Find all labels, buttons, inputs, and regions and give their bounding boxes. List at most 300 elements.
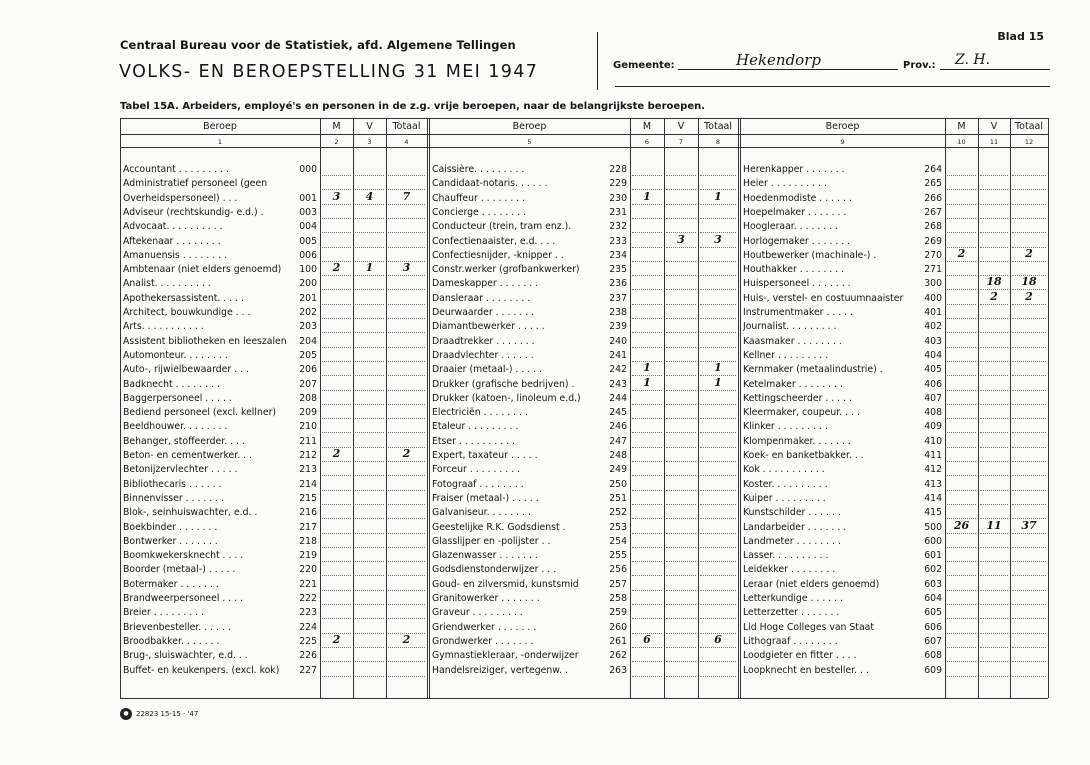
entry-cell-line (980, 418, 1008, 419)
entry-cell-line (322, 175, 351, 176)
occupation-row-label: Letterkundige . . . . . . (743, 593, 844, 604)
occupation-row-label: Concierge . . . . . . . . (432, 206, 527, 218)
entry-cell-line (666, 661, 696, 662)
occupation-code: 206 (299, 364, 317, 376)
entry-cell-line (1012, 418, 1046, 419)
entry-cell-line (1012, 461, 1046, 462)
table-top-rule (120, 118, 1048, 119)
occupation-row-label: Kellner . . . . . . . . . (743, 349, 829, 361)
entry-cell-line (947, 547, 976, 548)
entry-cell-line (632, 318, 662, 319)
entry-cell-line (666, 475, 696, 476)
entry-cell-line (1012, 618, 1046, 619)
occupation-row-label: Loodgieter en fitter . . . . (743, 650, 857, 662)
entry-cell-line (1012, 204, 1046, 205)
occupation-row-label: Huis-, verstel- en costuumnaaister (743, 292, 904, 304)
occupation-code: 411 (924, 450, 942, 461)
entry-cell-line (355, 347, 384, 348)
occupation-code: 406 (924, 378, 942, 390)
entry-cell-line (632, 204, 662, 205)
occupation-code: 218 (299, 535, 317, 547)
entry-cell-line (632, 490, 662, 491)
entry-cell-line (355, 204, 384, 205)
occupation-code: 403 (924, 335, 942, 347)
entry-cell-line (355, 518, 384, 519)
occupation-code: 220 (299, 564, 317, 576)
column-rule (698, 118, 699, 698)
entry-cell-line (322, 661, 351, 662)
occupation-row-label: Graveur . . . . . . . . . (432, 607, 523, 619)
occupation-row-label: Brug-, sluiswachter, e.d. . . (123, 650, 248, 662)
occupation-row-label: Leidekker . . . . . . . . (743, 564, 836, 576)
entry-cell-line (700, 318, 736, 319)
entry-cell-line (322, 575, 351, 576)
column-number: 7 (678, 138, 684, 146)
handwritten-count: 7 (402, 189, 411, 203)
entry-cell-line (980, 547, 1008, 548)
occupation-code: 221 (299, 578, 317, 590)
column-rule (353, 118, 354, 698)
entry-cell-line (388, 604, 425, 605)
column-number: 10 (957, 138, 966, 146)
entry-cell-line (666, 375, 696, 376)
occupation-code: 602 (924, 564, 942, 576)
occupation-row-label: Galvaniseur. . . . . . . . (432, 507, 531, 519)
province-label: Prov.: (903, 60, 936, 71)
occupation-code: 246 (609, 421, 627, 433)
column-number: 4 (404, 138, 409, 146)
column-rule (1010, 118, 1011, 698)
occupation-code: 203 (299, 321, 317, 333)
entry-cell-line (1012, 432, 1046, 433)
entry-cell-line (700, 289, 736, 290)
column-number: 12 (1024, 138, 1034, 146)
entry-cell-line (947, 218, 976, 219)
occupation-row-label: Boomkwekersknecht . . . . (123, 550, 244, 562)
column-rule (740, 118, 741, 698)
entry-cell-line (1012, 647, 1046, 648)
occupation-code: 001 (299, 192, 317, 204)
column-rule (429, 118, 430, 698)
entry-cell-line (632, 661, 662, 662)
occupation-row-label: Caissière. . . . . . . . . (432, 164, 525, 175)
entry-cell-line (980, 661, 1008, 662)
entry-cell-line (632, 247, 662, 248)
entry-cell-line (666, 604, 696, 605)
occupation-row-label: Bibliothecaris . . . . . . (123, 478, 222, 490)
occupation-code: 205 (299, 349, 317, 361)
occupation-code: 224 (299, 621, 317, 633)
form-title: VOLKS- EN BEROEPSTELLING 31 MEI 1947 (119, 62, 539, 82)
occupation-row-label: Confectienaaister, e.d. . . . (432, 235, 556, 247)
entry-cell-line (632, 275, 662, 276)
province-field-line (940, 69, 1050, 70)
entry-cell-line (388, 204, 425, 205)
handwritten-count: 3 (714, 232, 722, 246)
occupation-code: 256 (609, 564, 627, 576)
entry-cell-line (1012, 604, 1046, 605)
entry-cell-line (666, 461, 696, 462)
entry-cell-line (355, 633, 384, 634)
entry-cell-line (980, 561, 1008, 562)
column-rule (120, 118, 121, 698)
occupation-code: 267 (924, 206, 942, 218)
entry-cell-line (947, 204, 976, 205)
occupation-code: 600 (924, 535, 942, 547)
handwritten-count: 2 (332, 632, 341, 646)
entry-cell-line (322, 318, 351, 319)
occupation-table (120, 118, 1048, 698)
entry-cell-line (700, 533, 736, 534)
entry-cell-line (355, 304, 384, 305)
occupation-code: 252 (609, 507, 627, 519)
occupation-row-label: Griendwerker . . . . . . . (432, 621, 537, 633)
occupation-code: 400 (924, 292, 942, 304)
entry-cell-line (700, 332, 736, 333)
entry-cell-line (1012, 561, 1046, 562)
entry-cell-line (947, 604, 976, 605)
entry-cell-line (322, 375, 351, 376)
entry-cell-line (632, 418, 662, 419)
occupation-row-label: Kernmaker (metaalindustrie) . (743, 364, 883, 376)
occupation-code: 207 (299, 378, 317, 390)
occupation-code: 253 (609, 521, 627, 533)
occupation-code: 200 (299, 278, 317, 290)
column-rule (427, 118, 428, 698)
entry-cell-line (1012, 304, 1046, 305)
occupation-code: 232 (609, 221, 627, 233)
occupation-row-label: Beton- en cementwerker. . . (123, 450, 253, 461)
occupation-code: 604 (924, 593, 942, 604)
column-header: M (332, 121, 341, 132)
occupation-code: 254 (609, 535, 627, 547)
entry-cell-line (1012, 175, 1046, 176)
occupation-row-label: Betonijzervlechter . . . . . (123, 464, 238, 476)
column-rule (945, 118, 946, 698)
occupation-row-label: Landmeter . . . . . . . . (743, 535, 841, 547)
entry-cell-line (700, 275, 736, 276)
column-number: 11 (989, 138, 999, 146)
entry-cell-line (322, 533, 351, 534)
entry-cell-line (388, 318, 425, 319)
occupation-row-label: Administratief personeel (geen (123, 178, 268, 190)
occupation-row-label: Dameskapper . . . . . . . (432, 278, 539, 290)
occupation-code: 000 (299, 164, 317, 175)
entry-cell-line (947, 676, 976, 677)
entry-cell-line (700, 347, 736, 348)
entry-cell-line (947, 361, 976, 362)
entry-cell-line (632, 432, 662, 433)
header-rule (615, 86, 1050, 87)
occupation-row-label: Kleermaker, coupeur. . . . (743, 407, 860, 419)
occupation-row-label: Boekbinder . . . . . . . (123, 521, 218, 533)
occupation-row-label: Heier . . . . . . . . . . (743, 178, 827, 190)
entry-cell-line (632, 547, 662, 548)
entry-cell-line (322, 547, 351, 548)
column-number: 6 (644, 138, 650, 146)
header-divider (597, 32, 598, 90)
occupation-row-label: Draadtrekker . . . . . . . (432, 335, 535, 347)
occupation-code: 210 (299, 421, 317, 433)
entry-cell-line (666, 676, 696, 677)
entry-cell-line (322, 461, 351, 462)
occupation-code: 260 (609, 621, 627, 633)
occupation-row-label: Behanger, stoffeerder. . . . (123, 435, 245, 447)
occupation-code: 005 (299, 235, 317, 247)
occupation-row-label: Herenkapper . . . . . . . (743, 164, 845, 175)
entry-cell-line (322, 347, 351, 348)
column-number: 2 (334, 138, 339, 146)
occupation-row-label: Instrumentmaker . . . . . (743, 307, 854, 318)
entry-cell-line (632, 561, 662, 562)
entry-cell-line (1012, 676, 1046, 677)
occupation-row-label: Binnenvisser . . . . . . . (123, 492, 225, 504)
entry-cell-line (1012, 404, 1046, 405)
occupation-row-label: Automonteur. . . . . . . . (123, 349, 228, 361)
table-bottom-rule (120, 698, 1048, 699)
print-code: 22823 15-15 · '47 (136, 710, 199, 718)
entry-cell-line (947, 289, 976, 290)
entry-cell-line (980, 404, 1008, 405)
occupation-code: 261 (609, 635, 627, 647)
entry-cell-line (980, 375, 1008, 376)
entry-cell-line (388, 575, 425, 576)
occupation-row-label: Etser . . . . . . . . . . (432, 435, 516, 447)
entry-cell-line (700, 504, 736, 505)
column-number: 8 (715, 138, 721, 146)
occupation-row-label: Boorder (metaal-) . . . . . (123, 564, 236, 576)
occupation-code: 262 (609, 650, 627, 662)
entry-cell-line (700, 390, 736, 391)
entry-cell-line (1012, 590, 1046, 591)
entry-cell-line (700, 647, 736, 648)
entry-cell-line (322, 361, 351, 362)
entry-cell-line (355, 404, 384, 405)
occupation-row-label: Lithograaf . . . . . . . . (743, 635, 838, 647)
entry-cell-line (980, 432, 1008, 433)
entry-cell-line (632, 289, 662, 290)
entry-cell-line (322, 504, 351, 505)
occupation-row-label: Etaleur . . . . . . . . . (432, 421, 519, 433)
entry-cell-line (322, 304, 351, 305)
entry-cell-line (632, 618, 662, 619)
handwritten-count: 6 (643, 632, 651, 646)
occupation-code: 239 (609, 321, 627, 333)
entry-cell-line (1012, 575, 1046, 576)
occupation-code: 004 (299, 221, 317, 233)
entry-cell-line (666, 261, 696, 262)
entry-cell-line (322, 275, 351, 276)
occupation-row-label: Broodbakker. . . . . . . (123, 635, 220, 647)
occupation-code: 214 (299, 478, 317, 490)
occupation-code: 229 (609, 178, 627, 190)
entry-cell-line (388, 375, 425, 376)
entry-cell-line (980, 575, 1008, 576)
entry-cell-line (980, 676, 1008, 677)
entry-cell-line (388, 347, 425, 348)
occupation-row-label: Accountant . . . . . . . . . (123, 164, 229, 175)
entry-cell-line (355, 318, 384, 319)
handwritten-count: 1 (714, 189, 722, 203)
occupation-code: 603 (924, 578, 942, 590)
column-header: M (642, 121, 652, 132)
entry-cell-line (355, 175, 384, 176)
occupation-row-label: Hoedenmodiste . . . . . . (743, 192, 852, 204)
entry-cell-line (632, 232, 662, 233)
entry-cell-line (632, 575, 662, 576)
entry-cell-line (700, 447, 736, 448)
entry-cell-line (355, 618, 384, 619)
entry-cell-line (947, 561, 976, 562)
entry-cell-line (947, 575, 976, 576)
entry-cell-line (980, 347, 1008, 348)
entry-cell-line (322, 676, 351, 677)
occupation-row-label: Houthakker . . . . . . . . (743, 264, 845, 276)
occupation-row-label: Grondwerker . . . . . . . (432, 635, 534, 647)
column-rule (978, 118, 979, 698)
occupation-row-label: Landarbeider . . . . . . . (743, 521, 847, 533)
entry-cell-line (947, 618, 976, 619)
occupation-row-label: Constr.werker (grofbankwerker) (432, 264, 580, 276)
occupation-row-label: Brievenbesteller. . . . . . (123, 621, 231, 633)
handwritten-count: 2 (402, 632, 411, 646)
entry-cell-line (632, 347, 662, 348)
occupation-code: 223 (299, 607, 317, 619)
entry-cell-line (980, 175, 1008, 176)
entry-cell-line (632, 461, 662, 462)
occupation-code: 242 (609, 364, 627, 376)
occupation-row-label: Expert, taxateur . . . . . (432, 450, 538, 461)
entry-cell-line (700, 261, 736, 262)
entry-cell-line (947, 647, 976, 648)
entry-cell-line (388, 218, 425, 219)
occupation-row-label: Draaier (metaal-) . . . . . (432, 364, 543, 376)
entry-cell-line (355, 661, 384, 662)
occupation-code: 271 (924, 264, 942, 276)
entry-cell-line (1012, 189, 1046, 190)
occupation-code: 412 (924, 464, 942, 476)
occupation-code: 266 (924, 192, 942, 204)
column-number: 9 (840, 138, 845, 146)
entry-cell-line (666, 289, 696, 290)
entry-cell-line (700, 518, 736, 519)
entry-cell-line (322, 418, 351, 419)
entry-cell-line (947, 661, 976, 662)
occupation-code: 269 (924, 235, 942, 247)
entry-cell-line (388, 275, 425, 276)
entry-cell-line (666, 518, 696, 519)
entry-cell-line (322, 204, 351, 205)
handwritten-count: 2 (990, 289, 998, 303)
entry-cell-line (322, 647, 351, 648)
entry-cell-line (322, 332, 351, 333)
column-number: 3 (367, 138, 372, 146)
entry-cell-line (980, 318, 1008, 319)
entry-cell-line (980, 504, 1008, 505)
entry-cell-line (980, 189, 1008, 190)
entry-cell-line (666, 175, 696, 176)
occupation-code: 234 (609, 249, 627, 261)
occupation-row-label: Kuiper . . . . . . . . . (743, 492, 826, 504)
occupation-row-label: Glazenwasser . . . . . . . (432, 550, 538, 562)
occupation-code: 410 (924, 435, 942, 447)
column-header: Totaal (1014, 121, 1043, 132)
entry-cell-line (632, 404, 662, 405)
entry-cell-line (947, 590, 976, 591)
entry-cell-line (666, 189, 696, 190)
occupation-code: 250 (609, 478, 627, 490)
occupation-code: 238 (609, 307, 627, 318)
entry-cell-line (632, 261, 662, 262)
occupation-row-label: Huispersoneel . . . . . . . (743, 278, 851, 290)
handwritten-count: 1 (643, 189, 651, 203)
occupation-code: 405 (924, 364, 942, 376)
province-handwritten-value: Z. H. (955, 52, 991, 68)
occupation-row-label: Bediend personeel (excl. kellner) (123, 407, 277, 419)
entry-cell-line (666, 418, 696, 419)
handwritten-count: 3 (677, 232, 685, 246)
entry-cell-line (980, 332, 1008, 333)
handwritten-count: 18 (986, 275, 1002, 289)
occupation-code: 225 (299, 635, 317, 647)
entry-cell-line (980, 618, 1008, 619)
entry-cell-line (947, 447, 976, 448)
entry-cell-line (1012, 547, 1046, 548)
occupation-row-label: Fraiser (metaal-) . . . . . (432, 492, 539, 504)
entry-cell-line (355, 490, 384, 491)
entry-cell-line (700, 175, 736, 176)
occupation-row-label: Architect, bouwkundige . . . (123, 307, 251, 318)
handwritten-count: 1 (365, 261, 374, 275)
entry-cell-line (632, 304, 662, 305)
handwritten-count: 3 (402, 261, 411, 275)
entry-cell-line (1012, 232, 1046, 233)
entry-cell-line (666, 347, 696, 348)
entry-cell-line (355, 676, 384, 677)
occupation-code: 208 (299, 392, 317, 404)
entry-cell-line (355, 447, 384, 448)
entry-cell-line (947, 390, 976, 391)
entry-cell-line (700, 475, 736, 476)
occupation-code: 414 (924, 492, 942, 504)
entry-cell-line (1012, 390, 1046, 391)
gemeente-handwritten-value: Hekendorp (736, 51, 821, 69)
entry-cell-line (355, 461, 384, 462)
column-number: 5 (527, 138, 532, 146)
entry-cell-line (947, 332, 976, 333)
occupation-code: 227 (299, 664, 317, 676)
entry-cell-line (666, 404, 696, 405)
occupation-code: 413 (924, 478, 942, 490)
entry-cell-line (666, 275, 696, 276)
entry-cell-line (947, 304, 976, 305)
entry-cell-line (355, 432, 384, 433)
entry-cell-line (322, 618, 351, 619)
entry-cell-line (666, 561, 696, 562)
entry-cell-line (388, 504, 425, 505)
occupation-code: 202 (299, 307, 317, 318)
entry-cell-line (388, 418, 425, 419)
occupation-row-label: Gymnastiekleraar, -onderwijzer (432, 650, 579, 662)
occupation-code: 212 (299, 450, 317, 461)
entry-cell-line (322, 432, 351, 433)
occupation-code: 247 (609, 435, 627, 447)
occupation-row-label: Journalist. . . . . . . . . (743, 321, 837, 333)
entry-cell-line (980, 261, 1008, 262)
entry-cell-line (632, 676, 662, 677)
occupation-row-label: Loopknecht en besteller. . . (743, 664, 869, 676)
entry-cell-line (700, 590, 736, 591)
